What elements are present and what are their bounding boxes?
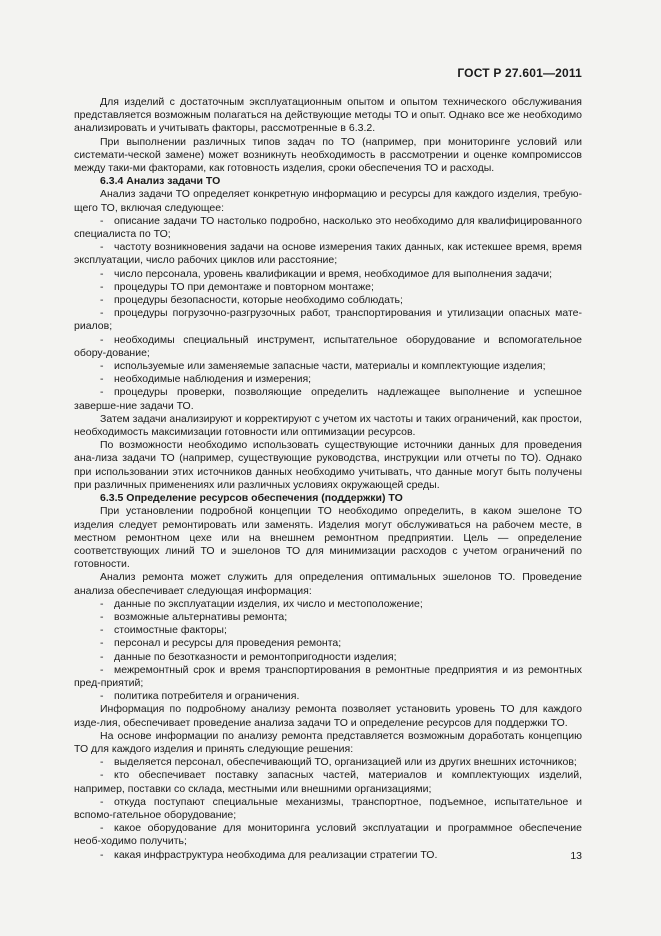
list-item xyxy=(74,796,582,822)
list-item xyxy=(74,690,582,703)
list-dash: - xyxy=(100,294,104,307)
list-item-text: данные по безотказности и ремонтопригодности изделия; xyxy=(114,650,397,663)
list-item-text: стоимостные факторы; xyxy=(114,624,227,637)
list-dash: - xyxy=(100,333,104,346)
paragraph: Анализ ремонта может служить для определения оптимальных эшелонов ТО. Проведение анализа обеспечивает следующая информация: xyxy=(74,571,582,597)
list-dash: - xyxy=(100,267,104,280)
list-item-text: возможные альтернативы ремонта; xyxy=(114,610,288,623)
list-dash: - xyxy=(100,624,104,637)
list-item xyxy=(74,769,582,795)
list-item xyxy=(74,307,582,333)
list-item-text: процедуры погрузочно-разгрузочных работ, транспортирования и утилизации опасных мате-риалов; xyxy=(74,307,582,333)
list-item xyxy=(74,664,582,690)
list-item-text: данные по эксплуатации изделия, их число и местоположение; xyxy=(114,597,423,610)
list-item xyxy=(74,386,582,412)
list-item-text: необходимые наблюдения и измерения; xyxy=(114,373,312,386)
paragraph: По возможности необходимо использовать существующие источники данных для проведения ана-лиза задачи ТО (например, существующие руководства, инструкции или отчеты по ТО). Однако при использовании этих источников данных необходимо учитывать, что данные могут быть получены при различных применениях или различных условиях окружающей среды. xyxy=(74,439,582,491)
list-item-text: описание задачи ТО настолько подробно, насколько это необходимо для квалифицированного специалиста по ТО; xyxy=(74,214,582,241)
list-dash: - xyxy=(100,386,104,399)
list-item xyxy=(74,373,582,386)
list-dash: - xyxy=(100,822,104,835)
list-dash: - xyxy=(100,360,104,373)
paragraph: Информация по подробному анализу ремонта позволяет установить уровень ТО для каждого изде-лия, обеспечивает проведение анализа задачи ТО и определение ресурсов для поддержки ТО. xyxy=(74,703,582,729)
list-item-text: какое оборудование для мониторинга условий эксплуатации и программное обеспечение необ-ходимо получить; xyxy=(74,822,582,848)
list-dash: - xyxy=(100,848,104,861)
list-dash: - xyxy=(100,280,104,293)
list-item-text: какая инфраструктура необходима для реализации стратегии ТО. xyxy=(114,848,438,861)
list-dash: - xyxy=(100,756,104,769)
list-dash: - xyxy=(100,241,104,254)
paragraph: На основе информации по анализу ремонта представляется возможным доработать концепцию ТО для каждого изделия и принять следующие решения: xyxy=(74,729,582,755)
list-item-text: процедуры проверки, позволяющие определить надлежащее выполнение и успешное заверше-ние задачи ТО. xyxy=(74,386,582,412)
list-item xyxy=(74,611,582,624)
list-item xyxy=(74,281,582,294)
list-item-text: межремонтный срок и время транспортирования в ремонтные предприятия и из ремонтных пред-приятий; xyxy=(74,663,582,689)
list-item-text: частоту возникновения задачи на основе измерения таких данных, как истекшее время, время эксплуатации, число рабочих циклов или расстояние; xyxy=(74,241,582,267)
paragraph: При выполнении различных типов задач по ТО (например, при мониторинге условий или системати-ческой замене) может возникнуть необходимость в рассмотрении и оценке компромиссов между таки-ми факторами, как готовность изделия, сроки обеспечения ТО и расходы. xyxy=(74,135,582,175)
list-item xyxy=(74,268,582,281)
body-text xyxy=(74,96,582,862)
list-item xyxy=(74,756,582,769)
list-item xyxy=(74,849,582,862)
list-item-text: используемые или заменяемые запасные части, материалы и комплектующие изделия; xyxy=(114,360,546,373)
list-item xyxy=(74,822,582,848)
list-dash: - xyxy=(100,690,104,703)
list-dash: - xyxy=(100,373,104,386)
paragraph: Затем задачи анализируют и корректируют с учетом их частоты и таких ограничений, как простои, необходимость максимизации готовности или оптимизации ресурсов. xyxy=(74,412,582,439)
list-item-text: процедуры ТО при демонтаже и повторном монтаже; xyxy=(114,280,374,293)
list-item-text: необходимы специальный инструмент, испытательное оборудование и вспомогательное обору-дование; xyxy=(74,333,582,359)
paragraph: Для изделий с достаточным эксплуатационным опытом и опытом технического обслуживания представляется возможным полагаться на действующие методы ТО и опыт. Однако все же необходимо анализировать и учитывать факторы, рассмотренные в 6.3.2. xyxy=(74,96,582,135)
list-item xyxy=(74,241,582,267)
paragraph: Анализ задачи ТО определяет конкретную информацию и ресурсы для каждого изделия, требую-щего ТО, включая следующее: xyxy=(74,188,582,214)
list-item-text: персонал и ресурсы для проведения ремонта; xyxy=(114,637,342,650)
list-dash: - xyxy=(100,307,104,320)
list-item-text: выделяется персонал, обеспечивающий ТО, организацией или из других внешних источников; xyxy=(114,756,577,769)
list-dash: - xyxy=(100,610,104,623)
list-dash: - xyxy=(100,597,104,610)
list-item-text: откуда поступают специальные механизмы, транспортное, подъемное, испытательное и вспомо-гательное оборудование; xyxy=(74,795,582,821)
section-heading: 6.3.5 Определение ресурсов обеспечения (поддержки) ТО xyxy=(100,492,403,505)
section-heading: 6.3.4 Анализ задачи ТО xyxy=(100,175,221,188)
list-item xyxy=(74,334,582,360)
list-item-text: кто обеспечивает поставку запасных частей, материалов и комплектующих изделий, например, поставки со склада, местными или внешними организациями; xyxy=(74,769,582,795)
list-dash: - xyxy=(100,214,104,227)
list-item-text: политика потребителя и ограничения. xyxy=(114,690,300,703)
list-item xyxy=(74,598,582,611)
list-dash: - xyxy=(100,637,104,650)
list-item-text: число персонала, уровень квалификации и время, необходимое для выполнения задачи; xyxy=(114,267,553,280)
list-item xyxy=(74,360,582,373)
list-dash: - xyxy=(100,769,104,782)
list-item xyxy=(74,624,582,637)
document-id: ГОСТ Р 27.601—2011 xyxy=(457,66,582,80)
list-dash: - xyxy=(100,795,104,808)
list-dash: - xyxy=(100,663,104,676)
list-item-text: процедуры безопасности, которые необходимо соблюдать; xyxy=(114,294,403,307)
paragraph: При установлении подробной концепции ТО необходимо определить, в каком эшелоне ТО изделия следует ремонтировать или заменять. Изделия могут обслуживаться на рабочем месте, в местном ремонтном цехе или на внешнем ремонтном предприятии. Цель — определение соответствующих линий ТО и эшелонов ТО для минимизации расходов с учетом ограничений по готовности. xyxy=(74,505,582,571)
list-dash: - xyxy=(100,650,104,663)
list-item xyxy=(74,294,582,307)
page-number: 13 xyxy=(570,850,582,862)
list-item xyxy=(74,215,582,241)
list-item xyxy=(74,637,582,650)
list-item xyxy=(74,651,582,664)
